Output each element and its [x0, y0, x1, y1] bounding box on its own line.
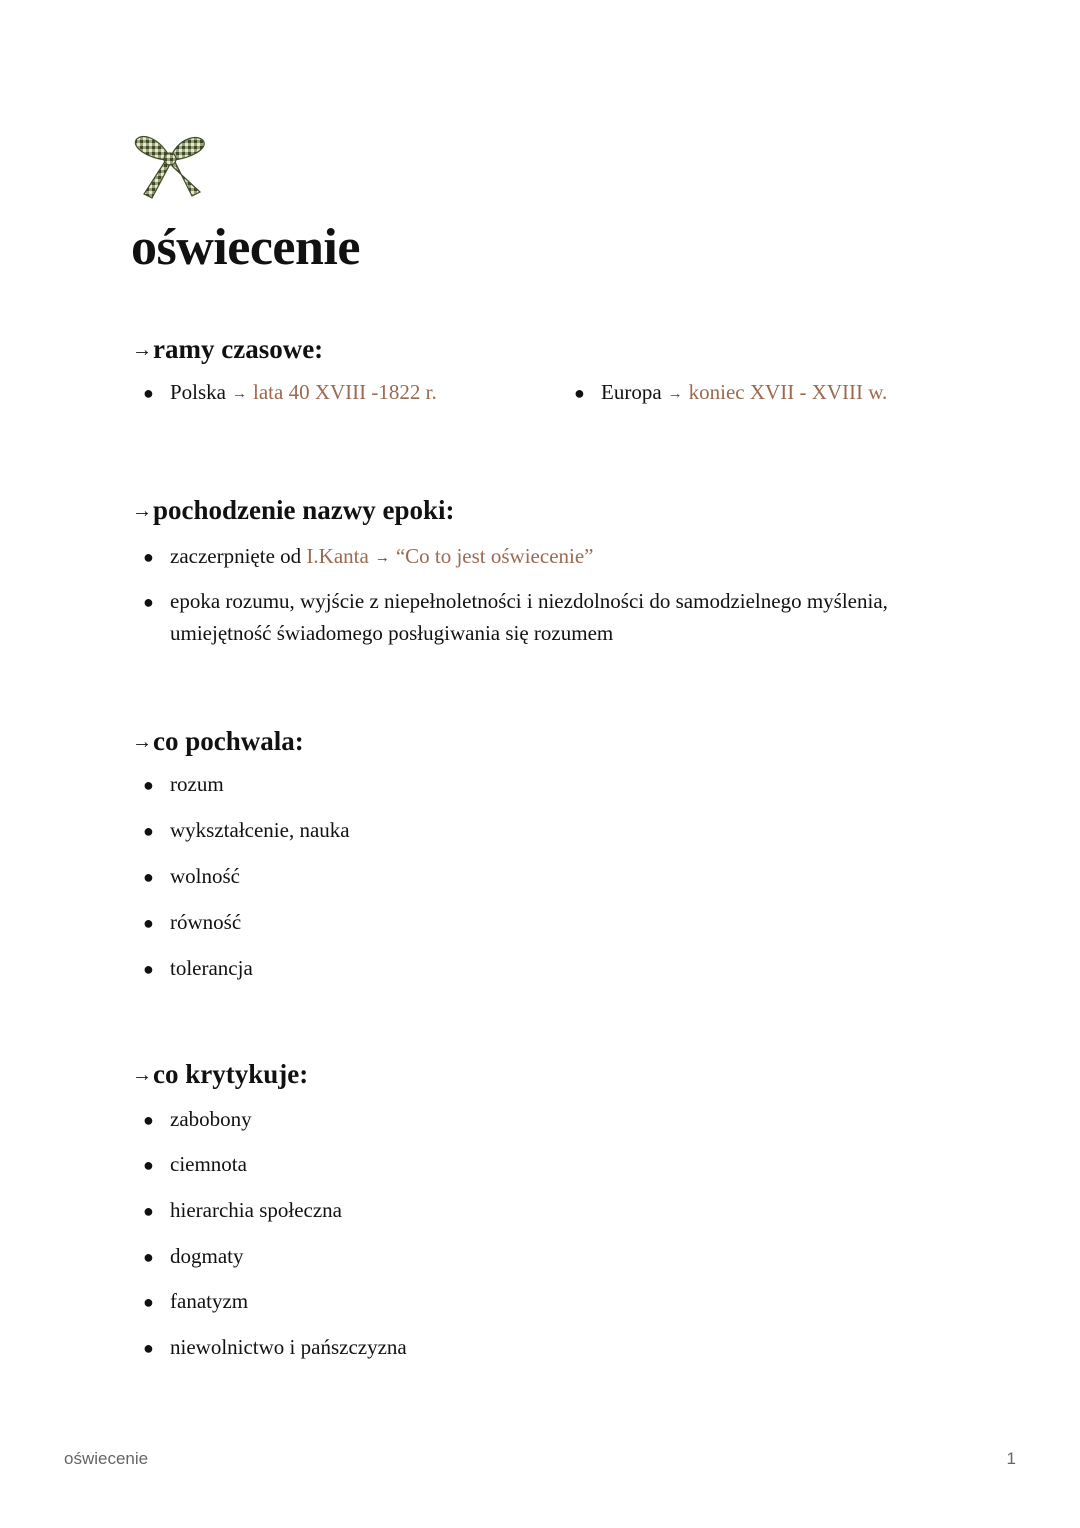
- arrow-icon: →: [132, 339, 152, 361]
- bullet-icon: ●: [143, 1110, 154, 1130]
- list-item: ● wolność: [143, 860, 240, 893]
- kant-name: I.Kanta: [306, 544, 369, 568]
- list-item-definition: ● epoka rozumu, wyjście z niepełnoletności i niezdolności do samodzielnego myślenia, umiejętność świadomego posługiwania się rozumem: [143, 585, 888, 649]
- heading-praise: →co pochwala:: [132, 726, 304, 756]
- timeframe-poland-value: lata 40 XVIII -1822 r.: [253, 380, 437, 404]
- arrow-icon: →: [132, 500, 152, 522]
- bow-icon: [128, 128, 212, 204]
- bullet-icon: ●: [143, 383, 154, 403]
- list-item: ● niewolnictwo i pańszczyzna: [143, 1331, 407, 1364]
- list-item: ● tolerancja: [143, 952, 253, 985]
- bullet-icon: ●: [143, 1292, 154, 1312]
- bullet-icon: ●: [143, 547, 154, 567]
- list-item-poland: ● Polska → lata 40 XVIII -1822 r.: [143, 376, 437, 410]
- list-item: ● rozum: [143, 768, 224, 801]
- page-number: 1: [1006, 1449, 1016, 1468]
- kant-quote: “Co to jest oświecenie”: [395, 544, 594, 568]
- heading-criticism: →co krytykuje:: [132, 1059, 309, 1089]
- bullet-icon: ●: [143, 867, 154, 887]
- arrow-icon: →: [132, 731, 152, 753]
- page-title: oświecenie: [131, 219, 360, 276]
- list-item: ● równość: [143, 906, 241, 939]
- bullet-icon: ●: [143, 1201, 154, 1221]
- bullet-icon: ●: [143, 1155, 154, 1175]
- list-item: ● ciemnota: [143, 1148, 247, 1181]
- arrow-icon: →: [667, 386, 683, 402]
- bullet-icon: ●: [143, 913, 154, 933]
- list-item: ● wykształcenie, nauka: [143, 814, 350, 847]
- list-item: ● fanatyzm: [143, 1285, 248, 1318]
- heading-origin: →pochodzenie nazwy epoki:: [132, 495, 455, 525]
- bullet-icon: ●: [143, 821, 154, 841]
- bullet-icon: ●: [574, 383, 585, 403]
- heading-timeframe: →ramy czasowe:: [132, 334, 324, 364]
- bullet-icon: ●: [143, 1247, 154, 1267]
- list-item: ● zabobony: [143, 1103, 252, 1136]
- arrow-icon: →: [232, 386, 248, 402]
- list-item: ● dogmaty: [143, 1240, 244, 1273]
- list-item-kant: ● zaczerpnięte od I.Kanta → “Co to jest oświecenie”: [143, 540, 594, 574]
- list-item-europe: ● Europa → koniec XVII - XVIII w.: [574, 376, 887, 410]
- footer-doc-name: oświecenie: [64, 1449, 149, 1468]
- timeframe-europe-value: koniec XVII - XVIII w.: [688, 380, 888, 404]
- bullet-icon: ●: [143, 1338, 154, 1358]
- arrow-icon: →: [374, 550, 390, 566]
- list-item: ● hierarchia społeczna: [143, 1194, 342, 1227]
- bullet-icon: ●: [143, 959, 154, 979]
- bullet-icon: ●: [143, 775, 154, 795]
- bullet-icon: ●: [143, 592, 154, 612]
- arrow-icon: →: [132, 1064, 152, 1086]
